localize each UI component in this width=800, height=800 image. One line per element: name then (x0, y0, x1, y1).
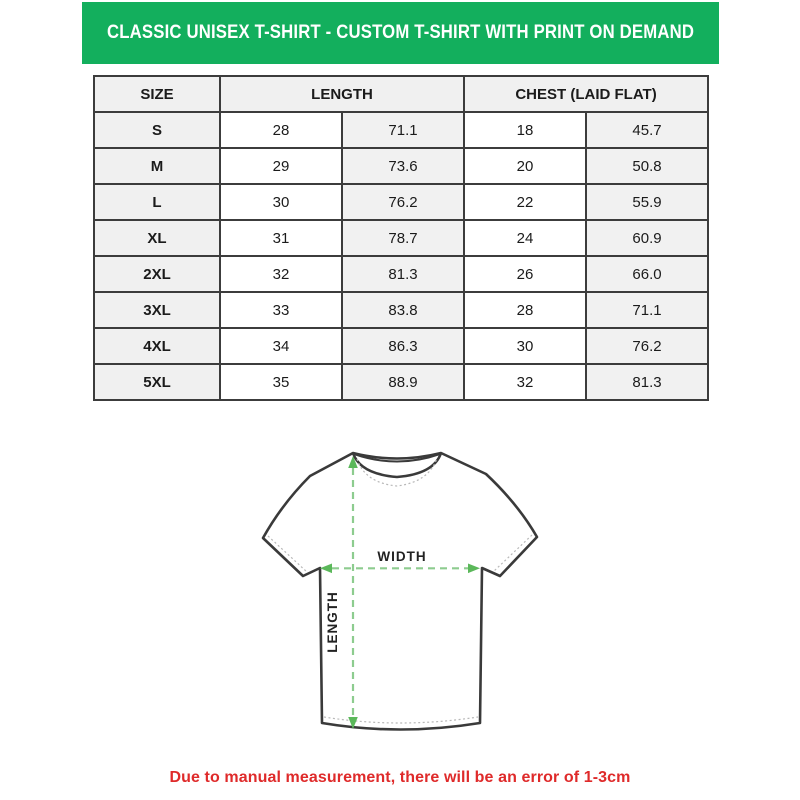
tshirt-outline (263, 453, 537, 730)
width-label: WIDTH (377, 549, 427, 564)
chest-in-cell: 26 (464, 256, 586, 292)
chest-cm-cell: 66.0 (586, 256, 708, 292)
size-cell: 3XL (94, 292, 220, 328)
table-row (94, 184, 708, 220)
chest-in-cell: 24 (464, 220, 586, 256)
chest-cm-cell: 55.9 (586, 184, 708, 220)
size-chart-table (93, 75, 709, 401)
tshirt-diagram (200, 430, 600, 760)
size-cell: M (94, 148, 220, 184)
length-in-cell: 29 (220, 148, 342, 184)
length-in-cell: 34 (220, 328, 342, 364)
chest-cm-cell: 71.1 (586, 292, 708, 328)
length-in-cell: 32 (220, 256, 342, 292)
header-size: SIZE (94, 76, 220, 112)
length-cm-cell: 88.9 (342, 364, 464, 400)
table-row (94, 220, 708, 256)
chest-in-cell: 32 (464, 364, 586, 400)
chest-in-cell: 22 (464, 184, 586, 220)
length-cm-cell: 86.3 (342, 328, 464, 364)
table-row (94, 112, 708, 148)
chest-cm-cell: 76.2 (586, 328, 708, 364)
length-cm-cell: 83.8 (342, 292, 464, 328)
table-row (94, 292, 708, 328)
table-row (94, 364, 708, 400)
chest-cm-cell: 45.7 (586, 112, 708, 148)
length-in-cell: 28 (220, 112, 342, 148)
chest-cm-cell: 60.9 (586, 220, 708, 256)
chest-cm-cell: 81.3 (586, 364, 708, 400)
header-chest: CHEST (LAID FLAT) (464, 76, 708, 112)
length-cm-cell: 71.1 (342, 112, 464, 148)
product-title-banner (82, 2, 719, 64)
length-cm-cell: 73.6 (342, 148, 464, 184)
size-cell: XL (94, 220, 220, 256)
chest-in-cell: 28 (464, 292, 586, 328)
chest-in-cell: 18 (464, 112, 586, 148)
table-header-row (94, 76, 708, 112)
length-in-cell: 35 (220, 364, 342, 400)
header-length: LENGTH (220, 76, 464, 112)
length-in-cell: 33 (220, 292, 342, 328)
measurement-note: Due to manual measurement, there will be an error of 1-3cm (169, 769, 631, 786)
size-cell: S (94, 112, 220, 148)
size-cell: 5XL (94, 364, 220, 400)
chest-in-cell: 20 (464, 148, 586, 184)
size-cell: L (94, 184, 220, 220)
length-in-cell: 30 (220, 184, 342, 220)
product-title: CLASSIC UNISEX T-SHIRT - CUSTOM T-SHIRT WITH PRINT ON DEMAND (106, 22, 695, 43)
table-row (94, 148, 708, 184)
length-label: LENGTH (325, 591, 340, 653)
length-cm-cell: 81.3 (342, 256, 464, 292)
size-cell: 2XL (94, 256, 220, 292)
length-in-cell: 31 (220, 220, 342, 256)
length-cm-cell: 78.7 (342, 220, 464, 256)
chest-cm-cell: 50.8 (586, 148, 708, 184)
table-row (94, 256, 708, 292)
size-cell: 4XL (94, 328, 220, 364)
chest-in-cell: 30 (464, 328, 586, 364)
length-cm-cell: 76.2 (342, 184, 464, 220)
table-row (94, 328, 708, 364)
